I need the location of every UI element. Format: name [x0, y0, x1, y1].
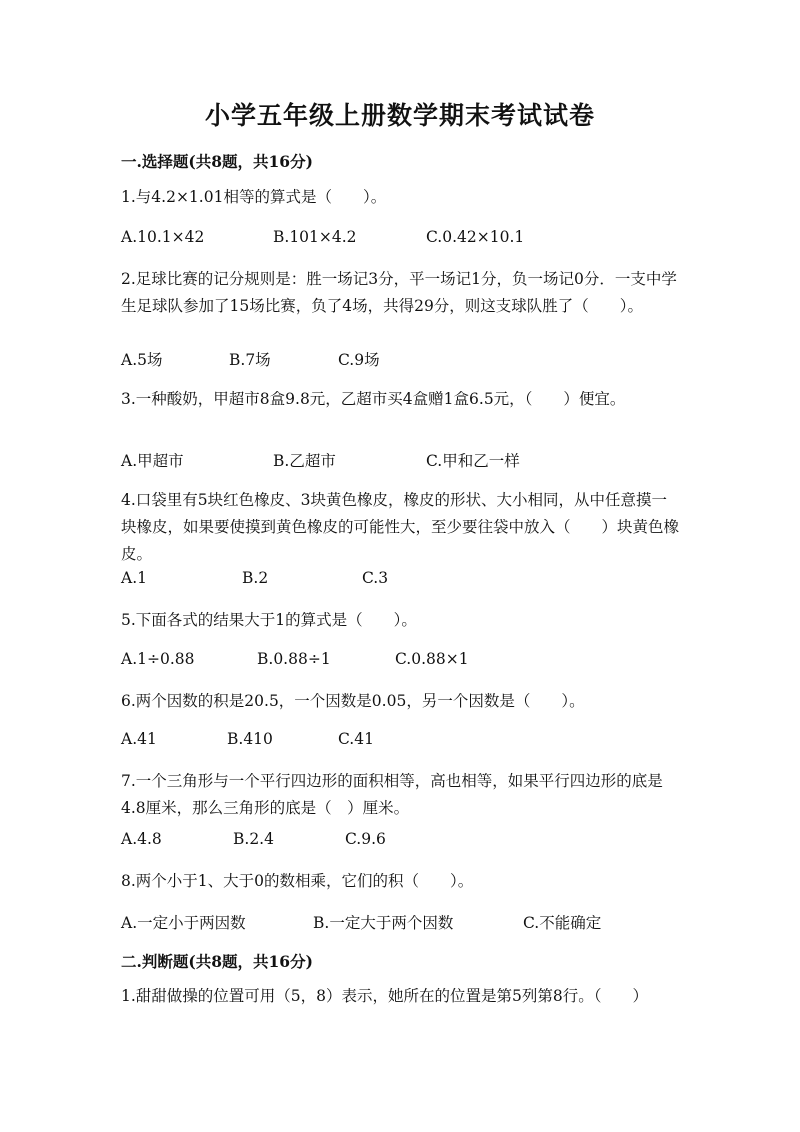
- question-2: 2.足球比赛的记分规则是：胜一场记3分，平一场记1分，负一场记0分．一支中学生足球队参加了15场比赛，负了4场，共得29分，则这支球队胜了（ ）。: [121, 270, 677, 315]
- question-6: 6.两个因数的积是20.5，一个因数是0.05，另一个因数是（ ）。: [121, 692, 585, 710]
- option-b: B.2.4: [233, 830, 274, 848]
- option-a: A.10.1×42: [121, 228, 205, 246]
- option-a: A.一定小于两因数: [121, 914, 246, 932]
- question-7: 7.一个三角形与一个平行四边形的面积相等，高也相等，如果平行四边形的底是4.8厘米，那么三角形的底是（ ）厘米。: [121, 772, 663, 817]
- option-c: C.3: [362, 569, 389, 587]
- question-1: 1.与4.2×1.01相等的算式是（ ）。: [121, 188, 387, 206]
- option-b: B.2: [242, 569, 269, 587]
- option-c: C.9.6: [345, 830, 386, 848]
- option-b: B.乙超市: [273, 452, 336, 470]
- option-b: B.0.88÷1: [257, 650, 331, 668]
- option-b: B.410: [227, 730, 273, 748]
- option-b: B.一定大于两个因数: [313, 914, 454, 932]
- option-a: A.5场: [121, 351, 163, 369]
- option-c: C.41: [338, 730, 374, 748]
- option-c: C.0.42×10.1: [426, 228, 525, 246]
- option-a: A.甲超市: [121, 452, 184, 470]
- section-heading-choice: 一.选择题(共8题，共16分): [121, 152, 313, 171]
- option-a: A.1÷0.88: [121, 650, 195, 668]
- option-c: C.不能确定: [523, 914, 602, 932]
- option-b: B.101×4.2: [273, 228, 357, 246]
- judge-question-1: 1.甜甜做操的位置可用（5，8）表示，她所在的位置是第5列第8行。（ ）: [121, 987, 648, 1005]
- question-8: 8.两个小于1、大于0的数相乘，它们的积（ ）。: [121, 872, 474, 890]
- option-c: C.甲和乙一样: [426, 452, 520, 470]
- option-a: A.41: [121, 730, 157, 748]
- section-heading-judge: 二.判断题(共8题，共16分): [121, 952, 313, 971]
- question-4: 4.口袋里有5块红色橡皮、3块黄色橡皮，橡皮的形状、大小相同，从中任意摸一块橡皮，如果要使摸到黄色橡皮的可能性大，至少要往袋中放入（ ）块黄色橡皮。: [121, 491, 680, 563]
- question-3: 3.一种酸奶，甲超市8盒9.8元，乙超市买4盒赠1盒6.5元，（ ）便宜。: [121, 390, 626, 408]
- question-5: 5.下面各式的结果大于1的算式是（ ）。: [121, 611, 417, 629]
- option-c: C.0.88×1: [395, 650, 469, 668]
- exam-title: 小学五年级上册数学期末考试试卷: [204, 101, 595, 130]
- option-b: B.7场: [229, 351, 271, 369]
- option-c: C.9场: [338, 351, 380, 369]
- option-a: A.4.8: [121, 830, 162, 848]
- option-a: A.1: [121, 569, 147, 587]
